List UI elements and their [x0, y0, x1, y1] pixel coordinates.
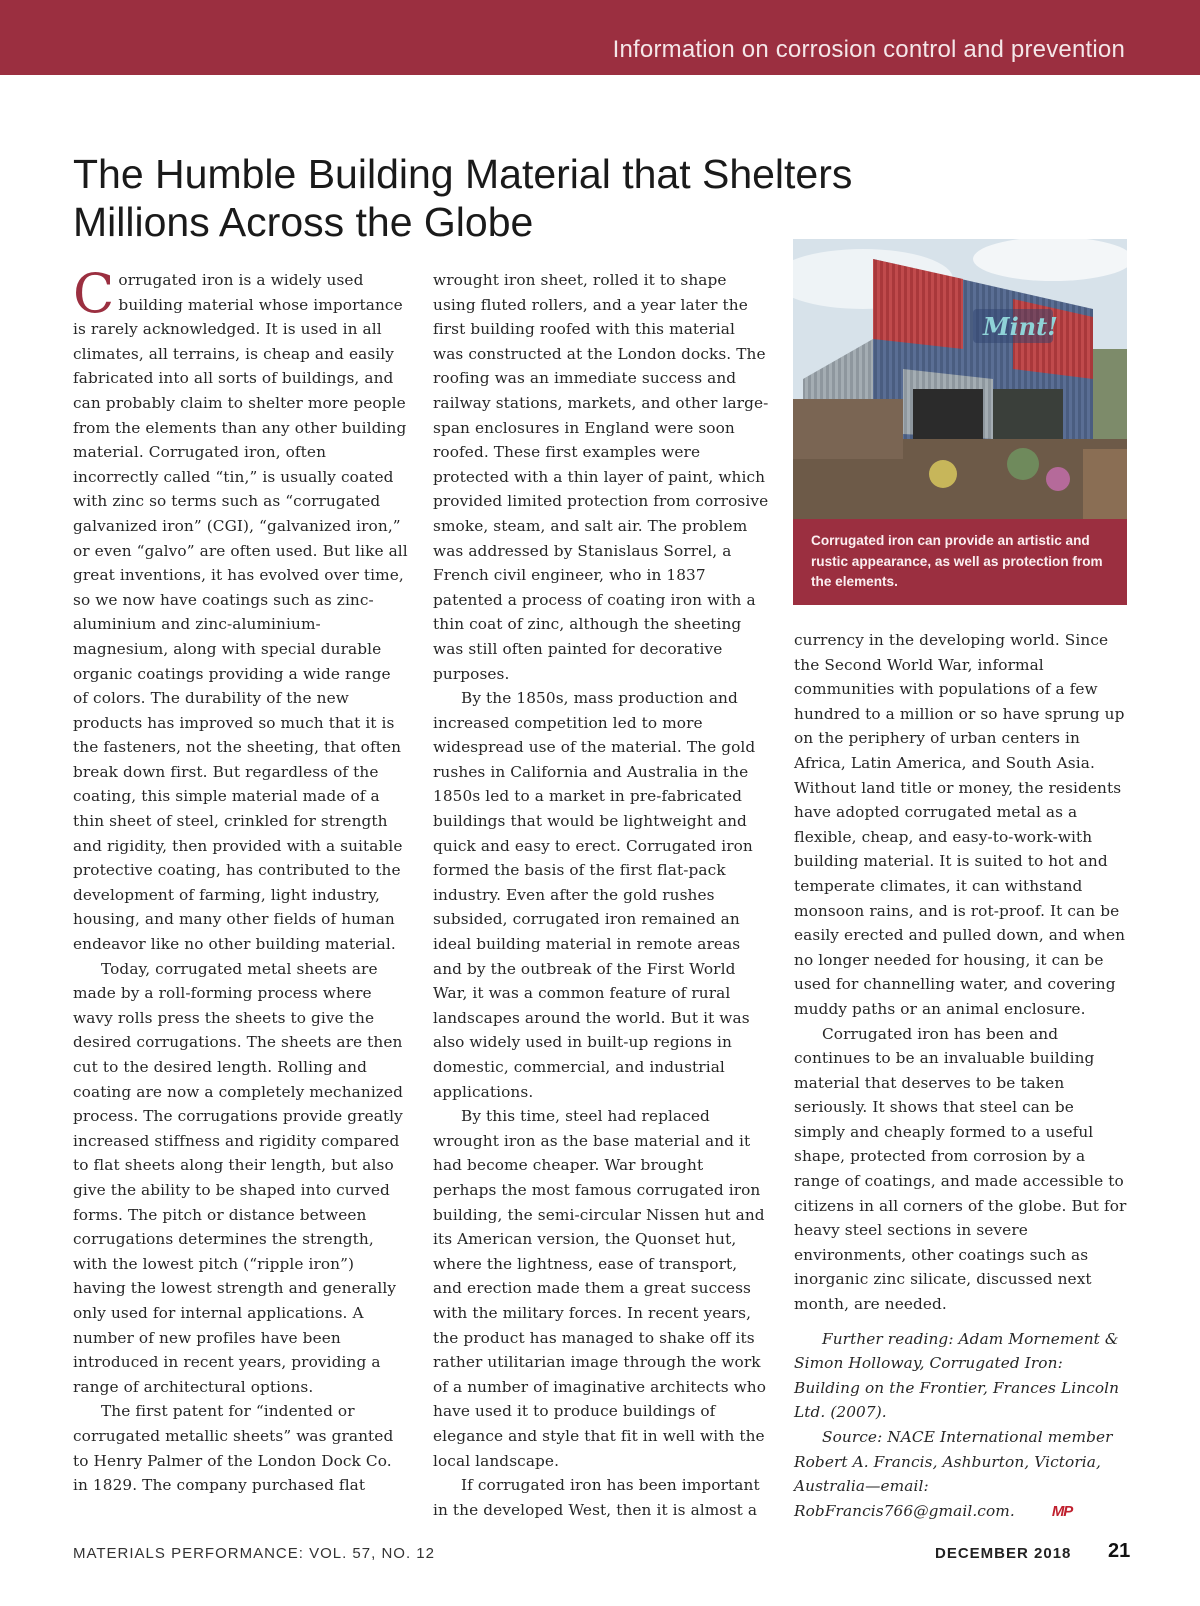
article-column-2 — [433, 268, 769, 1522]
photo-caption: Corrugated iron can provide an artistic and rustic appearance, as well as protection from the elements. — [793, 519, 1127, 605]
source-note — [794, 1425, 1130, 1524]
further-reading: Further reading: Adam Mornement & Simon Holloway, Corrugated Iron: Building on the Frontier, Frances Lincoln Ltd. (2007). — [794, 1329, 1120, 1422]
article-title: The Humble Building Material that Shelters Millions Across the Globe — [73, 151, 853, 245]
shop-sign-text: Mint! — [983, 312, 1058, 341]
article-column-1 — [73, 262, 409, 1498]
paragraph: currency in the developing world. Since the Second World War, informal communities with populations of a few hundred to a million or so have sprung up on the periphery of urban centers in Africa, Latin America, and South Asia. Without land title or money, the residents have adopted corrugated metal as a flexible, cheap, and easy-to-work-with building material. It is suited to hot and temperate climates, it can withstand monsoon rains, and is rot-proof. It can be easily erected and pulled down, and when no longer needed for housing, it can be used for channelling water, and covering muddy paths or an animal enclosure. — [794, 631, 1126, 1018]
page-number: 21 — [1108, 1540, 1131, 1562]
article-column-3 — [794, 628, 1130, 1524]
paragraph: By this time, steel had replaced wrought iron as the base material and it had become cheaper. War brought perhaps the most famous corrugated iron building, the semi-circular Nissen hut and its American version, the Quonset hut, where the lightness, ease of transport, and erection made them a great success with the military forces. In recent years, the product has managed to shake off its rather utilitarian image through the work of a number of imaginative architects who have used it to produce buildings of elegance and style that fit in well with the local landscape. — [433, 1107, 767, 1470]
paragraph — [73, 262, 409, 957]
header-banner — [0, 0, 1200, 75]
paragraph: The first patent for “indented or corrugated metallic sheets” was granted to Henry Palmer of the London Dock Co. in 1829. The company purchased flat — [73, 1402, 394, 1495]
drop-cap: C — [73, 262, 115, 325]
mp-logo-icon: MP — [1051, 1502, 1073, 1520]
journal-info: MATERIALS PERFORMANCE: VOL. 57, NO. 12 — [73, 1545, 435, 1562]
paragraph: By the 1850s, mass production and increased competition led to more widespread use of the material. The gold rushes in California and Australia in the 1850s led to a market in pre-fabricated buildings that would be lightweight and quick and easy to erect. Corrugated iron formed the basis of the first flat-pack industry. Even after the gold rushes subsided, corrugated iron remained an ideal building material in remote areas and by the outbreak of the First World War, it was a common feature of rural landscapes around the world. But it was also widely used in built-up regions in domestic, commercial, and industrial applications. — [433, 689, 756, 1101]
issue-date: DECEMBER 2018 — [935, 1545, 1072, 1562]
paragraph: Corrugated iron has been and continues to be an invaluable building material that deserves to be taken seriously. It shows that steel can be simply and cheaply formed to a useful shape, protected from corrosion by a range of coatings, and made accessible to citizens in all corners of the globe. But for heavy steel sections in severe environments, other coatings such as inorganic zinc silicate, discussed next month, are needed. — [794, 1024, 1127, 1314]
paragraph: Today, corrugated metal sheets are made by a roll-forming process where wavy rolls press the sheets to give the desired corrugations. The sheets are then cut to the desired length. Rolling and coating are now a completely mechanized process. The corrugations provide greatly increased stiffness and rigidity compared to flat sheets along their length, but also give the ability to be shaped into curved forms. The pitch or distance between corrugations determines the strength, with the lowest pitch (“ripple iron”) having the lowest strength and generally only used for internal applications. A number of new profiles have been introduced in recent years, providing a range of architectural options. — [73, 959, 404, 1396]
paragraph: wrought iron sheet, rolled it to shape using fluted rollers, and a year later the first building roofed with this material was constructed at the London docks. The roofing was an immediate success and railway stations, markets, and other large-span enclosures in England were soon roofed. These first examples were protected with a thin layer of paint, which provided limited protection from corrosive smoke, steam, and salt air. The problem was addressed by Stanislaus Sorrel, a French civil engineer, who in 1837 patented a process of coating iron with a thin coat of zinc, although the sheeting was still often painted for decorative purposes. — [433, 271, 769, 683]
banner-text: Information on corrosion control and prevention — [612, 36, 1125, 63]
shop-photo — [793, 239, 1127, 519]
source-text: Source: NACE International member Robert A. Francis, Ashburton, Victoria, Australia—email: RobFrancis766@gmail.com. — [794, 1428, 1113, 1520]
paragraph-text: orrugated iron is a widely used building material whose importance is rarely acknowledged. It is used in all climates, all terrains, is cheap and easily fabricated into all sorts of buildings, and can probably claim to shelter more people from the elements than any other building material. Corrugated iron, often incorrectly called “tin,” is usually coated with zinc so terms such as “corrugated galvanized iron” (CGI), “galvanized iron,” or even “galvo” are often used. But like all great inventions, it has evolved over time, so we now have coatings such as zinc-aluminium and zinc-aluminium-magnesium, along with special durable organic coatings providing a wide range of colors. The durability of the new products has improved so much that it is the fasteners, not the sheeting, that often break down first. But regardless of the coating, this simple material made of a thin sheet of steel, crinkled for strength and rigidity, then provided with a suitable protective coating, has contributed to the development of farming, light industry, housing, and many other fields of human endeavor like no other building material. — [73, 271, 408, 954]
paragraph: If corrugated iron has been important in the developed West, then it is almost a — [433, 1476, 760, 1519]
